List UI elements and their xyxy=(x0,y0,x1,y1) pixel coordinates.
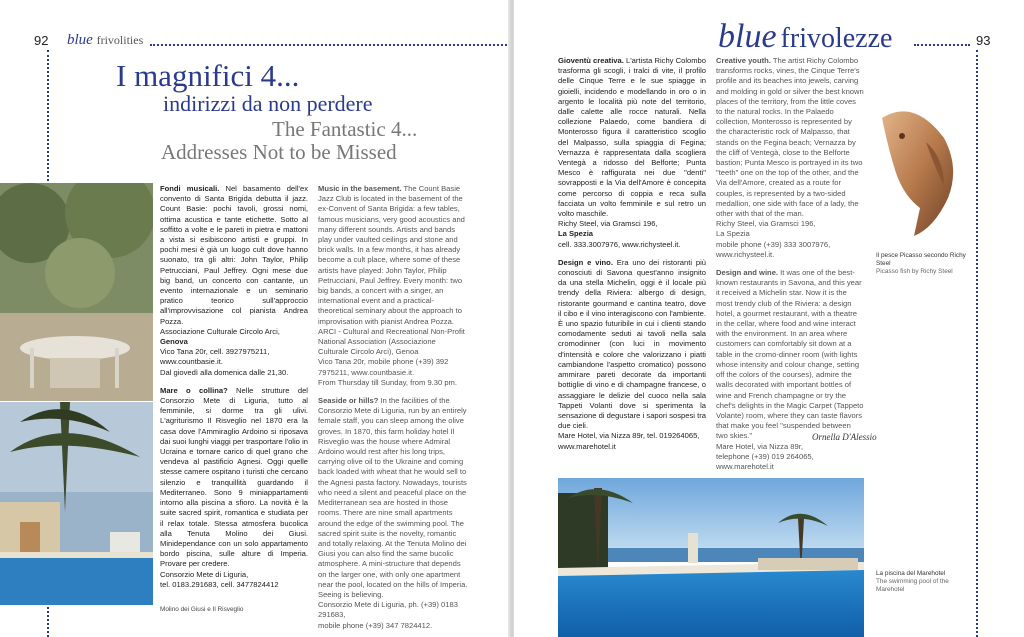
lead-design-wine: Design and wine. xyxy=(716,268,779,278)
address-line: Consorzio Mete di Liguria, xyxy=(160,569,249,579)
article-subtitle: indirizzi da non perdere xyxy=(163,91,373,116)
paragraph-mare-o-collina xyxy=(160,386,308,590)
address-line: cell. 333.3007976, www.richysteel.it. xyxy=(558,239,681,249)
lead-fondi-musicali: Fondi musicali. xyxy=(160,184,220,193)
address-line: Vico Tana 20r, mobile phone (+39) 392 7975211, www.countbasie.it. xyxy=(318,357,449,377)
paragraph-design-vino xyxy=(558,258,706,452)
address-line: Consorzio Mete di Liguria, ph. (+39) 0183 291683, xyxy=(318,600,458,620)
lead-gioventu-creativa: Gioventù creativa. xyxy=(558,56,624,65)
marehotel-pool-photo xyxy=(558,478,864,637)
dotted-rule-top-left xyxy=(150,44,510,46)
fish-caption-en: Picasso fish by Richy Steel xyxy=(876,268,953,275)
author-signature: Ornella D'Alessio xyxy=(812,432,877,442)
right-column-english xyxy=(716,56,864,480)
fish-caption-it: Il pesce Picasso secondo Richy Steel xyxy=(876,252,966,267)
address-line: tel. 0183.291683, cell. 3477824412 xyxy=(160,579,279,589)
right-column-italian xyxy=(558,56,706,460)
paragraph-creative-youth xyxy=(716,56,864,260)
paragraph-fondi-musicali xyxy=(160,184,308,378)
pool-caption xyxy=(876,570,968,594)
body-design-vino: Era uno dei ristoranti più conosciuti di Savona quest'anno insignito da una stella Michelin, oggi è il locale più trendy della Riviera: albergo di design, ristorante gourmand e cantina teatro, dove il cibo e il vino interagiscono con l'ambiente. È uno spazio futuribile in cui i clienti stando comodamente seduti ai tavoli nella sala cromodinner (con luci in movimento d'intensità e colore che valorizzano i piatti cambiandone l'aspetto cromatico) possono ammirare pareti decorate da importanti bottiglie di vino e di champagne francese, o assaggiare le delizie del cuoco nella sala Tappeti Volanti dove si sperimenta la sensazione di degustare i sapori sospesi tra due cieli. xyxy=(558,257,706,431)
left-photo-caption: Molino dei Giusi e Il Risveglio xyxy=(160,606,244,613)
left-column-italian xyxy=(160,184,308,598)
garden-photo xyxy=(0,183,153,401)
body-music-basement: The Count Basie Jazz Club is located in the basement of the ex-Convent of Santa Brigida: a few tables, famous musicians, very good acoustics and many different sounds. Artists and bands play under vaulted ceilings and stone and brick walls. In a few months, it has already become a cult place, where some of these artists have played: John Taylor, Philip Petrucciani, Paul Jeffrey. Every month: two big bands, a concert with a singer, an international event and a practical-theoretical seminary about the approach to improvisation with pianist Andrea Pozza. xyxy=(318,184,465,326)
body-design-wine: It was one of the best-known restaurants in Savona, and this year it received a Michelin star. Now it is the most trendy club of the Riviera: a design hotel, a gourmet restaurant, with a theatre in the cellar, where food and wine interact with the environment. In an area where customers can comfortably sit down at a table in the cromo-dinner room (with lights whose intensity and colour change, setting off the colors of the courses), admire the walls decorated with important bottles of wine and French champagne or try the chef's delights in the Magic Carpet (Tappeto Volante) room, where they can taste flavors that make you feel "suspended between two skies." xyxy=(716,268,864,441)
article-title-en: The Fantastic 4... xyxy=(272,117,418,141)
left-column-english xyxy=(318,184,468,637)
page-number-right: 93 xyxy=(976,33,991,48)
address-line: Mare Hotel, via Nizza 89r, xyxy=(716,441,803,451)
pool-illustration xyxy=(558,478,864,637)
lead-creative-youth: Creative youth. xyxy=(716,56,771,65)
address-line: www.countbasie.it. xyxy=(160,357,223,367)
address-line: ARCI - Cultural and Recreational Non-Profit National Association (Associazione Culturale Circolo Arci), Genoa xyxy=(318,326,465,357)
paragraph-music-basement xyxy=(318,184,468,388)
address-line: mobile phone (+39) 347 7824412. xyxy=(318,620,433,630)
lead-music-basement: Music in the basement. xyxy=(318,184,402,193)
article-subtitle-en: Addresses Not to be Missed xyxy=(161,140,397,164)
address-line: From Thursday till Sunday, from 9.30 pm. xyxy=(318,377,457,387)
address-line: Mare Hotel, via Nizza 89r, tel. 019264065, xyxy=(558,431,700,441)
article-title: I magnifici 4... xyxy=(116,58,300,93)
address-line: telephone (+39) 019 264065, www.marehotel.it xyxy=(716,451,814,471)
body-mare-o-collina: Nelle strutture del Consorzio Mete di Liguria, tutto al femminile, si dorme tra gli ulivi. L'agriturismo Il Risveglio nel 1870 era la casa dove l'Ammiraglio Ardoino si riposava dai suoi lunghi viaggi per trasportare l'olio in Ucraina e tornare carico di quel grano che vendeva al pastificio Agnesi. Oggi quelle stesse camere ospitano i turisti che cercano silenzio e tranquillità guardando il Mediterraneo. Sono 9 miniappartamenti intorno alla piscina a sfioro. La novità è la suite sacred spirit, romantica e studiata per il relax totale. Stessa atmosfera bucolica alla Tenuta Molino dei Giusi. Minidependance con un solo appartamento bordo piscina, sulle alture di Imperia. Provare per credere. xyxy=(160,385,308,569)
pool-caption-en: The swimming pool of the Marehotel xyxy=(876,578,949,593)
pool-villa-photo xyxy=(0,402,153,605)
address-line: Vico Tana 20r, cell. 3927975211, xyxy=(160,347,270,357)
picasso-fish-photo xyxy=(874,78,966,246)
address-line: Dal giovedì alla domenica dalle 21,30. xyxy=(160,367,289,377)
body-creative-youth: The artist Richy Colombo transforms rocks, vines, the Cinque Terre's profile and its beaches into jewels, carving and molding in gold or silver the best known places of the territory, from the little coves to the natural rocks. In the Palaedo collection, Monterosso is represented by the characteristic rock of Malpasso, that stands on the Fegina beach; Vernazza by the cliff of Ventegà, close to the Belforte bastion; Punta Mesco is portrayed in its two "teeth" one on the top of the other, and the Via dell'Amore, created as a route for couples, is represented by a two-sided medallion, one side with face of a lady, the other with that of the man. xyxy=(716,56,864,219)
running-head-left xyxy=(67,32,143,49)
lead-seaside-hills: Seaside or hills? xyxy=(318,396,379,406)
fish-caption xyxy=(876,252,968,276)
section-name-right: frivolezze xyxy=(780,23,893,54)
address-line: La Spezia xyxy=(558,229,594,239)
address-line: Richy Steel, via Gramsci 196, xyxy=(716,219,816,229)
brand-blue-left: blue xyxy=(67,32,93,48)
running-head-right xyxy=(718,18,892,56)
address-line: mobile phone (+39) 333 3007976, www.richysteel.it. xyxy=(716,239,831,259)
address-line: www.marehotel.it xyxy=(558,441,616,451)
address-line: Associazione Culturale Circolo Arci, xyxy=(160,326,280,336)
address-line: Genova xyxy=(160,337,188,347)
paragraph-gioventu-creativa xyxy=(558,56,706,250)
address-line: Richy Steel, via Gramsci 196, xyxy=(558,219,658,229)
body-fondi-musicali: Nel basamento dell'ex convento di Santa Brigida debutta il jazz. Count Basie: pochi tavoli, grossi nomi, ottima acustica e tante etichette. Sotto al soffitto a volte e le pareti in pietra e mattoni a vista si esibiscono artisti e gruppi. In pochi mesi è già un luogo cult dove hanno suonato, tra gli altri: John Taylor, Philip Petrucciani, Paul Jeffrey. Ogni mese due big band, un concerto con cantante, un evento internazionale e un seminario pratico teorico sull'approccio all'improvvisazione col pianista Andrea Pozza. xyxy=(160,184,308,326)
bronze-fish-illustration xyxy=(874,78,966,246)
section-name-left: frivolities xyxy=(96,33,144,47)
brand-blue-right: blue xyxy=(718,18,777,55)
dotted-rule-vertical-right xyxy=(976,50,978,637)
body-seaside-hills: In the facilities of the Consorzio Mete di Liguria, run by an entirely female staff, you can sleep among the olive groves. In 1870, this farm holiday hotel Il Risveglio was the house where Admiral Ardoino would rest after his long trips, carrying olive oil to the Ukraine and coming back loaded with wheat that he would sell to the Agnesi pasta factory. Nowadays, tourists who need a silent and peaceful place on the Mediterranean sea are hosted in those rooms. There are nine small apartments around the edge of the swimming pool. The sacred spirit suite is the novelty, romantic and totally relaxing. At the Tenuta Molino dei Giusi you can also find the same bucolic atmosphere. A mini-structure that depends on the larger one, with only one apartment near the pool, located on the hills of Imperia. Seeing is believing. xyxy=(318,396,468,599)
pool-caption-it: La piscina del Marehotel xyxy=(876,570,946,577)
address-line: La Spezia xyxy=(716,229,750,239)
lead-mare-o-collina: Mare o collina? xyxy=(160,385,228,395)
right-page xyxy=(514,0,1024,637)
lead-design-vino: Design e vino. xyxy=(558,257,613,267)
left-page xyxy=(0,0,510,637)
pool-villa-illustration xyxy=(0,402,153,605)
paragraph-seaside-hills xyxy=(318,396,468,631)
body-gioventu-creativa: L'artista Richy Colombo trasforma gli scogli, i tralci di vite, il profilo delle Cinque Terre e le sue spiagge in gioielli, incidendo e modellando in oro o in argento le località più note del territorio, dalle calette alle rocce naturali. Nella collezione Palaedo, come bandiera di Monterosso figura il caratteristico scoglio del Malpasso, sulla spiaggia di Fegina; Vernazza è rappresentata dalla scogliera Ventegà a ridosso del Belforte; Punta Mesco è raffigurata nei due "denti" sovrapposti e la Via dell'Amore è concepita come percorso di coppia e reca sulla facciata un volto femminile e sul retro un volto maschile. xyxy=(558,56,707,219)
garden-illustration xyxy=(0,183,153,401)
dotted-rule-top-right xyxy=(914,44,970,46)
page-number-left: 92 xyxy=(34,33,49,48)
